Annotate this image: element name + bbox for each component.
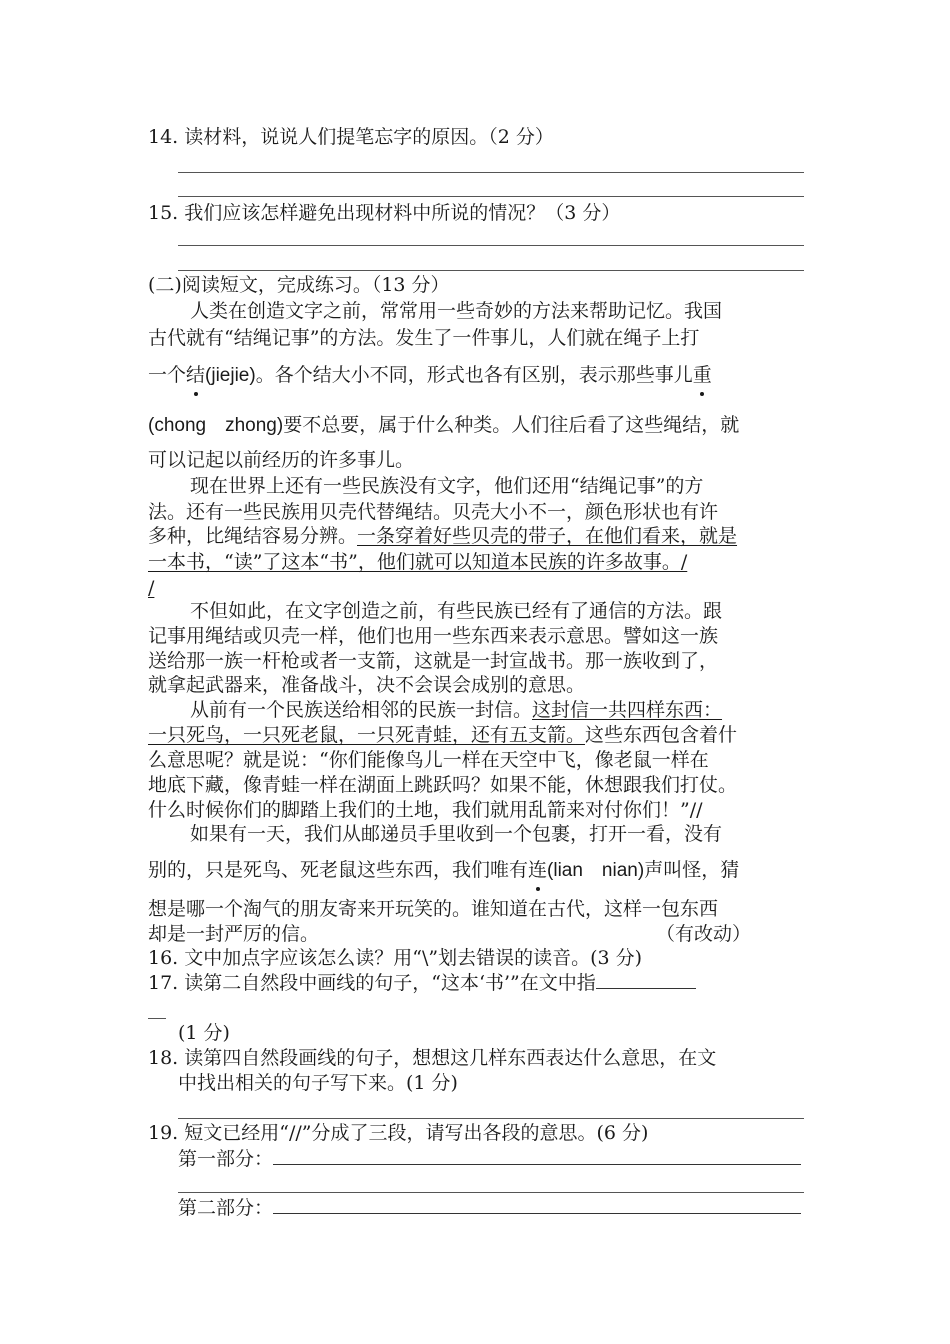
para3-line4: 就拿起武器来，准备战斗，决不会误会成别的意思。	[148, 674, 586, 696]
answer-blank-continued[interactable]	[148, 1018, 166, 1019]
question-text: 17. 读第二自然段中画线的句子，“这本‘书’”在文中指	[148, 972, 596, 994]
answer-line[interactable]	[178, 1118, 804, 1119]
para3-line1: 不但如此，在文字创造之前，有些民族已经有了通信的方法。跟	[190, 600, 723, 622]
para3-line2: 记事用绳结或贝壳一样，他们也用一些东西来表示意思。譬如这一族	[148, 625, 719, 647]
para2-line4	[148, 549, 687, 575]
pinyin-options: (lian nian)	[547, 860, 645, 881]
part1-answer[interactable]	[273, 1146, 801, 1165]
para2-line1: 现在世界上还有一些民族没有文字，他们还用“结绳记事”的方	[190, 475, 704, 497]
para2-line2: 法。还有一些民族用贝壳代替绳结。贝壳大小不一，颜色形状也有许	[148, 501, 719, 523]
part1-row	[178, 1146, 801, 1172]
section-divider: /	[148, 577, 155, 599]
para4-line5: 什么时候你们的脚踏上我们的土地，我们就用乱箭来对付你们！”//	[148, 799, 703, 821]
para2-line5	[148, 575, 154, 601]
pinyin-options: (chong zhong)	[148, 415, 284, 436]
question-14: 14. 读材料，说说人们提笔忘字的原因。（2 分）	[148, 126, 554, 148]
part2-answer[interactable]	[273, 1195, 801, 1214]
text: 一个	[148, 364, 187, 386]
question-15: 15. 我们应该怎样避免出现材料中所说的情况？（3 分）	[148, 202, 621, 224]
section-heading: (二)阅读短文，完成练习。（13 分）	[148, 274, 450, 296]
para4-line2	[148, 722, 737, 748]
underlined-sentence: 一本书，“读”了这本“书”，他们就可以知道本民族的许多故事。/	[148, 551, 688, 573]
answer-blank[interactable]	[596, 970, 696, 989]
answer-line[interactable]	[178, 270, 804, 271]
part1-label: 第一部分：	[178, 1148, 274, 1170]
dotted-char: 连	[528, 859, 548, 881]
source-note: （有改动）	[656, 923, 752, 945]
text: 要不总要，属于什么种类。人们往后看了这些绳结，就	[283, 414, 740, 436]
para2-line3	[148, 523, 737, 549]
para3-line3: 送给那一族一杆枪或者一支箭，这就是一封宣战书。那一族收到了，	[148, 650, 719, 672]
question-16: 16. 文中加点字应该怎么读？用“\”划去错误的读音。(3 分)	[148, 947, 643, 969]
answer-line[interactable]	[178, 196, 804, 197]
para5-line1: 如果有一天，我们从邮递员手里收到一个包裹，打开一看，没有	[190, 823, 723, 845]
para5-line4: 却是一封严厉的信。	[148, 923, 320, 945]
text: 多种，比绳结容易分辨。	[148, 525, 358, 547]
text: 声叫怪，猜	[644, 859, 740, 881]
answer-line[interactable]	[178, 245, 804, 246]
text: 从前有一个民族送给相邻的民族一封信。	[190, 699, 533, 721]
dotted-char: 结	[186, 364, 206, 386]
text: 。各个结大小不同，形式也各有区别，表示那些事儿	[255, 364, 693, 386]
pinyin-options: (jiejie)	[205, 365, 256, 386]
para1-line2: 古代就有“结绳记事”的方法。发生了一件事儿，人们就在绳子上打	[148, 327, 700, 349]
text: 别的，只是死鸟、死老鼠这些东西，我们唯有	[148, 859, 529, 881]
question-18-line2: 中找出相关的句子写下来。(1 分)	[178, 1072, 458, 1094]
underlined-sentence: 一只死鸟，一只死老鼠，一只死青蛙，还有五支箭。	[148, 724, 586, 746]
underlined-sentence: 一条穿着好些贝壳的带子，在他们看来，就是	[357, 525, 738, 547]
dotted-char: 重	[692, 364, 712, 386]
para4-line1	[190, 697, 722, 723]
answer-line[interactable]	[178, 1192, 804, 1193]
para5-line2	[148, 857, 739, 884]
question-17-score: (1 分)	[178, 1022, 230, 1044]
para1-line3	[148, 362, 712, 389]
para1-line1: 人类在创造文字之前，常常用一些奇妙的方法来帮助记忆。我国	[190, 300, 723, 322]
underlined-sentence: 这封信一共四样东西：	[532, 699, 723, 721]
part2-label: 第二部分：	[178, 1197, 274, 1219]
question-18-line1: 18. 读第四自然段画线的句子，想想这几样东西表达什么意思，在文	[148, 1047, 717, 1069]
question-19: 19. 短文已经用“//”分成了三段，请写出各段的意思。(6 分)	[148, 1122, 649, 1144]
para1-line5: 可以记起以前经历的许多事儿。	[148, 449, 415, 471]
text: 这些东西包含着什	[585, 724, 738, 746]
para4-line3: 么意思呢？就是说：“你们能像鸟儿一样在天空中飞，像老鼠一样在	[148, 749, 709, 771]
para1-line4	[148, 412, 739, 439]
para4-line4: 地底下藏，像青蛙一样在湖面上跳跃吗？如果不能，休想跟我们打仗。	[148, 774, 738, 796]
question-17	[148, 970, 696, 996]
para5-line3: 想是哪一个淘气的朋友寄来开玩笑的。谁知道在古代，这样一包东西	[148, 898, 719, 920]
answer-line[interactable]	[178, 172, 804, 173]
part2-row	[178, 1195, 801, 1221]
